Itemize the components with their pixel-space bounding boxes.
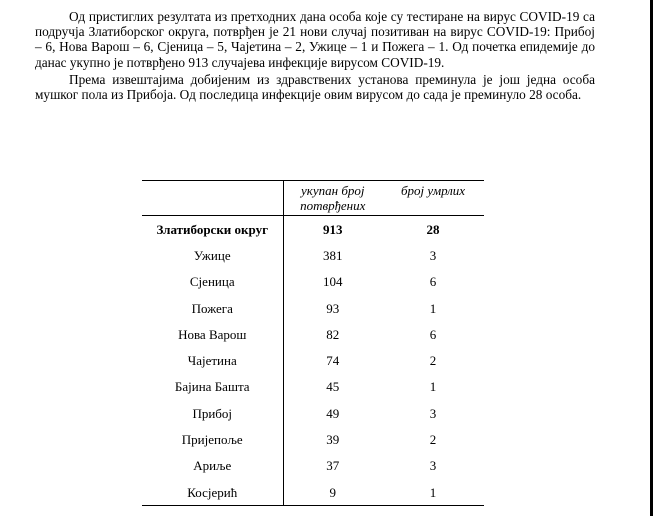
row-name: Пожега xyxy=(191,300,233,316)
paragraph-deaths: Према извештајима добијеним из здравствених установа преминула је још једна особа мушког пола из Прибоја. Од последица инфекције овим вирусом до сада је преминуло 28 особа. xyxy=(35,71,595,103)
row-name: Сјеница xyxy=(189,274,235,290)
table-row xyxy=(142,269,484,295)
table-row xyxy=(142,295,484,321)
row-deaths: 6 xyxy=(429,274,437,290)
row-confirmed: 82 xyxy=(283,321,382,347)
paragraph-new-cases: Од пристиглих резултата из претходних дана особа које су тестиране на вирус COVID-19 са подручја Златиборског округа, потврђен је 21 нови случај позитиван на вирус COVID-19: Прибој – 6, Нова Варош – 6, Сјеница – 5, Чајетина – 2, Ужице – 1 и Пожега – 1. Од почетка епидемије до данас укупно је потврђено 913 случајева инфекције вирусом COVID-19. xyxy=(35,9,595,70)
row-name: Златиборски округ xyxy=(156,221,269,237)
row-deaths: 3 xyxy=(429,405,437,421)
table-row xyxy=(142,374,484,400)
row-confirmed: 93 xyxy=(283,295,382,321)
row-deaths: 3 xyxy=(429,247,437,263)
row-confirmed: 37 xyxy=(283,453,382,479)
table-row-district-total xyxy=(142,216,484,243)
row-confirmed: 39 xyxy=(283,426,382,452)
row-confirmed: 104 xyxy=(283,269,382,295)
table-row xyxy=(142,479,484,506)
row-confirmed: 381 xyxy=(283,242,382,268)
table-row xyxy=(142,347,484,373)
district-cases-table xyxy=(142,180,484,506)
row-deaths: 3 xyxy=(429,458,437,474)
row-name: Прибој xyxy=(192,405,233,421)
table-row xyxy=(142,426,484,452)
row-deaths: 6 xyxy=(429,326,437,342)
row-deaths: 1 xyxy=(429,379,437,395)
table-row xyxy=(142,321,484,347)
row-confirmed: 913 xyxy=(283,216,382,243)
row-name: Косјерић xyxy=(187,484,238,500)
table-row xyxy=(142,453,484,479)
row-confirmed: 45 xyxy=(283,374,382,400)
row-deaths: 28 xyxy=(426,221,440,237)
header-deaths: број умрлих xyxy=(400,183,466,198)
row-name: Ариље xyxy=(193,458,232,474)
header-confirmed: укупан број потврђених xyxy=(283,181,382,216)
row-deaths: 1 xyxy=(429,300,437,316)
row-deaths: 1 xyxy=(429,484,437,500)
row-name: Ужице xyxy=(193,247,231,263)
row-name: Чајетина xyxy=(187,353,237,369)
table-row xyxy=(142,242,484,268)
header-municipality xyxy=(142,181,283,216)
row-name: Нова Варош xyxy=(178,326,247,342)
row-confirmed: 9 xyxy=(283,479,382,506)
table-header-row xyxy=(142,181,484,216)
row-confirmed: 74 xyxy=(283,347,382,373)
report-text xyxy=(35,9,595,102)
table-row xyxy=(142,400,484,426)
row-confirmed: 49 xyxy=(283,400,382,426)
row-name: Пријепоље xyxy=(181,432,243,448)
row-name: Бајина Башта xyxy=(174,379,250,395)
row-deaths: 2 xyxy=(429,432,437,448)
row-deaths: 2 xyxy=(429,353,437,369)
